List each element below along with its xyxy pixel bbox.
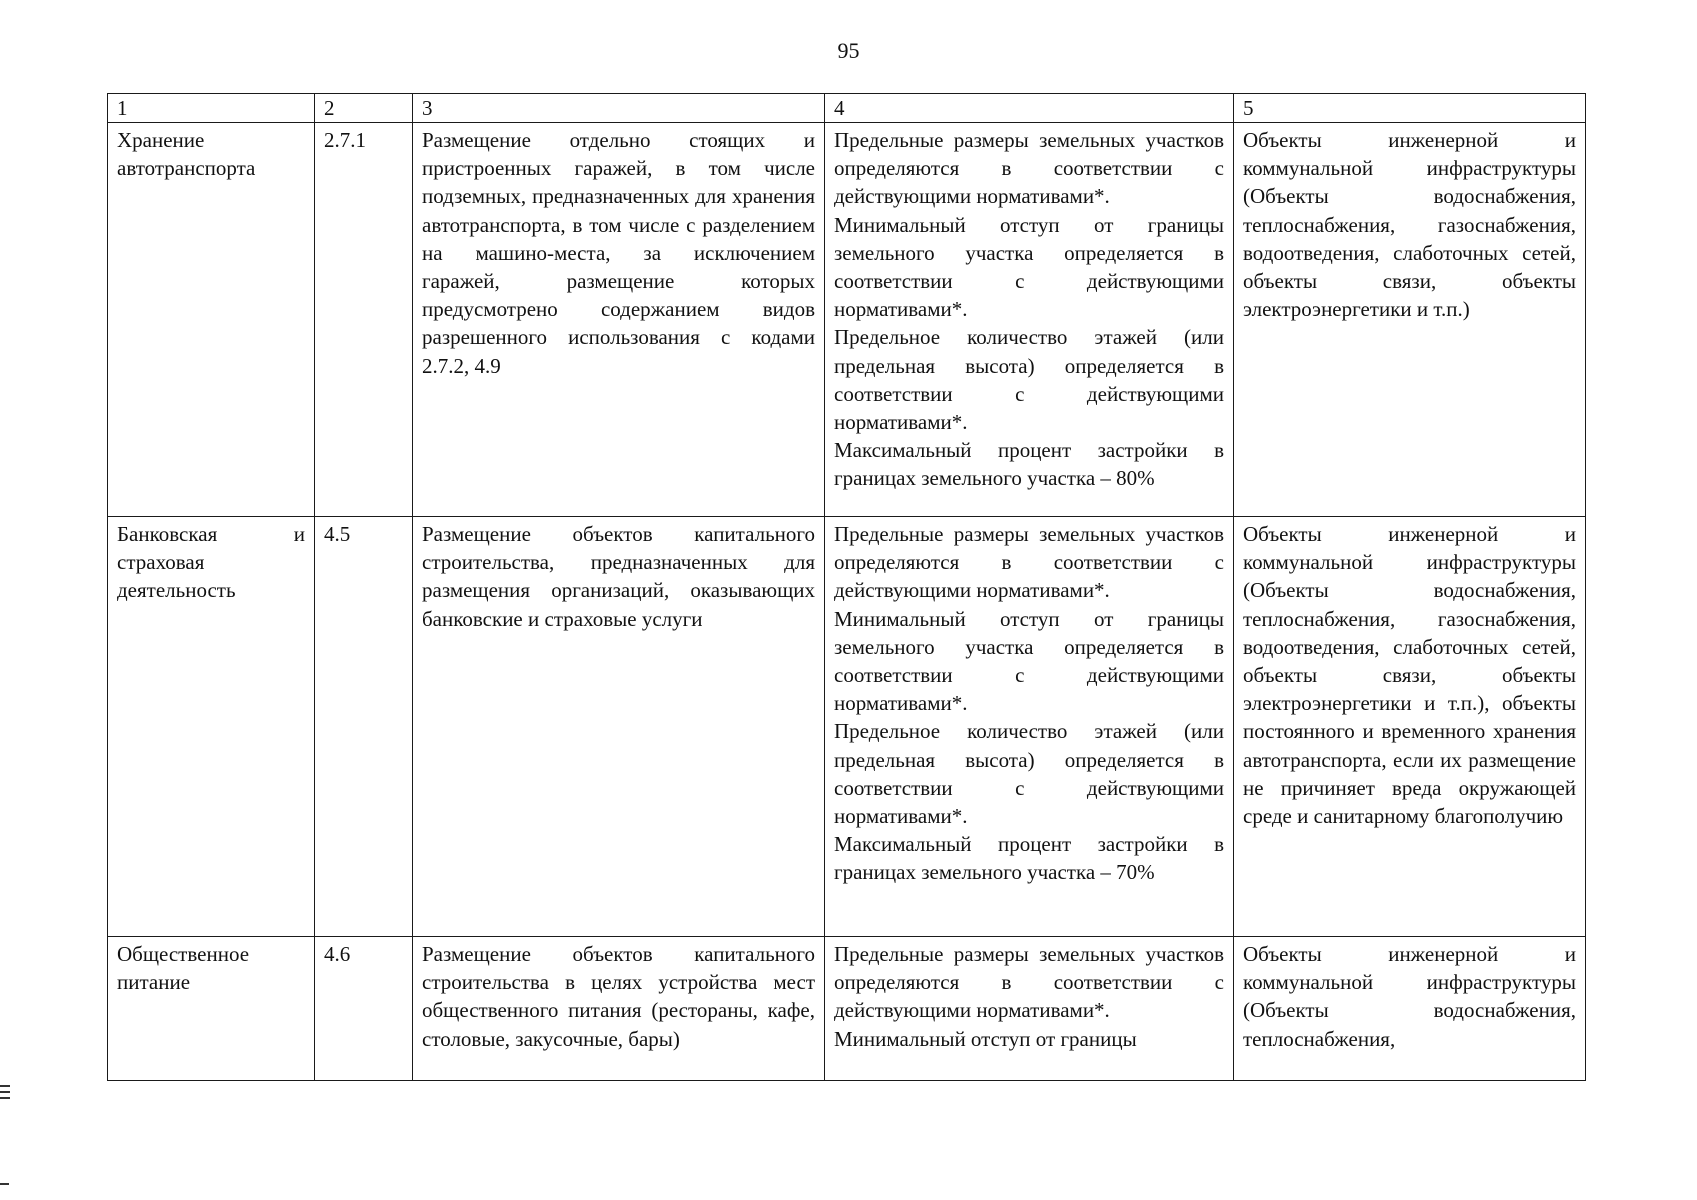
auxiliary-uses-cell [1234, 937, 1586, 1081]
land-use-description-cell [413, 123, 825, 517]
table-row [108, 123, 1586, 517]
land-use-description: Размещение отдельно стоящих и пристроенных гаражей, в том числе подземных, предназначенных для хранения автотранспорта, в том числе с разделением на машино-места, за исключением гаражей, размещение которых предусмотрено содержанием видов разрешенного использования с кодами 2.7.2, 4.9 [422, 128, 815, 378]
land-use-code: 4.6 [324, 942, 351, 966]
parameter-plot-size: Предельные размеры земельных участков определяются в соответствии с действующими нормативами*. [834, 128, 1224, 209]
column-header-5: 5 [1234, 94, 1586, 123]
land-use-name: Общественное питание [117, 942, 250, 995]
column-header-2: 2 [315, 94, 413, 123]
table-row [108, 517, 1586, 937]
parameters-cell [825, 517, 1234, 937]
land-use-description-cell [413, 517, 825, 937]
land-use-description-cell [413, 937, 825, 1081]
land-use-name: Банковская и страховая деятельность [117, 522, 305, 603]
land-use-code: 2.7.1 [324, 128, 366, 152]
binding-margin-marks [0, 1085, 10, 1103]
page-number: 95 [837, 38, 860, 63]
margin-dash [0, 1183, 9, 1185]
land-use-table [107, 93, 1586, 1081]
parameter-floors: Предельное количество этажей (или предельная высота) определяется в соответствии с действующими нормативами*. [834, 719, 1224, 829]
parameters-cell [825, 937, 1234, 1081]
land-use-name-cell [108, 123, 315, 517]
parameter-coverage: Максимальный процент застройки в границах земельного участка – 80% [834, 438, 1224, 491]
land-use-code: 4.5 [324, 522, 351, 546]
parameters-cell [825, 123, 1234, 517]
column-header-4: 4 [825, 94, 1234, 123]
parameter-plot-size: Предельные размеры земельных участков определяются в соответствии с действующими нормативами*. [834, 942, 1224, 1023]
parameter-floors: Предельное количество этажей (или предельная высота) определяется в соответствии с действующими нормативами*. [834, 325, 1224, 435]
parameter-setback: Минимальный отступ от границы земельного участка определяется в соответствии с действующими нормативами*. [834, 606, 1224, 716]
parameter-coverage: Максимальный процент застройки в границах земельного участка – 70% [834, 832, 1224, 885]
parameter-plot-size: Предельные размеры земельных участков определяются в соответствии с действующими нормативами*. [834, 522, 1224, 603]
land-use-code-cell [315, 123, 413, 517]
land-use-name: Хранение автотранспорта [117, 128, 256, 181]
auxiliary-uses: Объекты инженерной и коммунальной инфраструктуры (Объекты водоснабжения, теплоснабжения, [1243, 942, 1576, 1051]
auxiliary-uses: Объекты инженерной и коммунальной инфраструктуры (Объекты водоснабжения, теплоснабжения, газоснабжения, водоотведения, слаботочных сетей, объекты связи, объекты электроэнергетики и т.п.) [1243, 128, 1576, 322]
land-use-description: Размещение объектов капитального строительства, предназначенных для размещения организаций, оказывающих банковские и страховые услуги [422, 522, 815, 631]
land-use-description: Размещение объектов капитального строительства в целях устройства мест общественного питания (рестораны, кафе, столовые, закусочные, бары) [422, 942, 815, 1051]
column-header-3: 3 [413, 94, 825, 123]
land-use-name-cell [108, 517, 315, 937]
land-use-code-cell [315, 937, 413, 1081]
parameter-setback: Минимальный отступ от границы земельного участка определяется в соответствии с действующими нормативами*. [834, 212, 1224, 322]
column-header-1: 1 [108, 94, 315, 123]
parameter-setback: Минимальный отступ от границы [834, 1026, 1137, 1051]
land-use-code-cell [315, 517, 413, 937]
auxiliary-uses-cell [1234, 123, 1586, 517]
auxiliary-uses-cell [1234, 517, 1586, 937]
auxiliary-uses: Объекты инженерной и коммунальной инфраструктуры (Объекты водоснабжения, теплоснабжения, газоснабжения, водоотведения, слаботочных сетей, объекты связи, объекты электроэнергетики и т.п.), объекты постоянного и временного хранения автотранспорта, если их размещение не причиняет вреда окружающей среде и санитарному благополучию [1243, 522, 1576, 829]
table-header-row [108, 94, 1586, 123]
land-use-name-cell [108, 937, 315, 1081]
table-row [108, 937, 1586, 1081]
